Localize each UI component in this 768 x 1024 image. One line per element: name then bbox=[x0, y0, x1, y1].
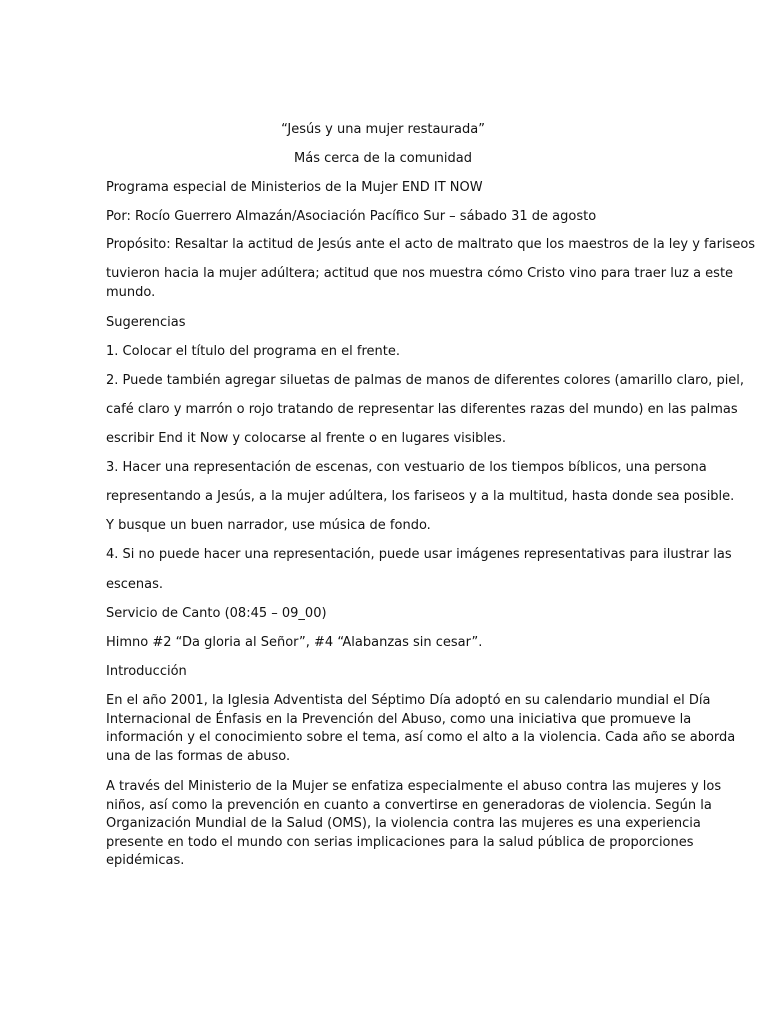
purpose-line-1: Propósito: Resaltar la actitud de Jesús ante el acto de maltrato que los maestros de la ley y fariseos bbox=[106, 237, 756, 252]
program-line: Programa especial de Ministerios de la Mujer END IT NOW bbox=[106, 180, 483, 195]
suggestion-item-4-line-2: escenas. bbox=[106, 577, 164, 592]
suggestion-item-1: 1. Colocar el título del programa en el frente. bbox=[106, 344, 401, 359]
purpose-paragraph-cont bbox=[106, 265, 734, 302]
intro-p2-line-4: presente en todo el mundo con serias implicaciones para la salud pública de proporciones bbox=[106, 834, 694, 850]
purpose-line-2: tuvieron hacia la mujer adúltera; actitud que nos muestra cómo Cristo vino para traer luz a este bbox=[106, 266, 734, 281]
suggestion-item-3-line-1: 3. Hacer una representación de escenas, con vestuario de los tiempos bíblicos, una persona bbox=[106, 460, 707, 475]
intro-p2-line-5: epidémicas. bbox=[106, 853, 185, 869]
intro-p1-line-1: En el año 2001, la Iglesia Adventista del Séptimo Día adoptó en su calendario mundial el Día bbox=[106, 693, 711, 708]
song-service-line: Servicio de Canto (08:45 – 09_00) bbox=[106, 606, 327, 621]
intro-p1-line-2: Internacional de Énfasis en la Prevención del Abuso, como una iniciativa que promueve la bbox=[106, 711, 692, 727]
hymns-line: Himno #2 “Da gloria al Señor”, #4 “Alabanzas sin cesar”. bbox=[106, 635, 483, 650]
document-title: “Jesús y una mujer restaurada” bbox=[281, 122, 485, 137]
suggestion-item-3-line-3: Y busque un buen narrador, use música de fondo. bbox=[106, 518, 431, 533]
introduction-heading: Introducción bbox=[106, 664, 187, 679]
document-subtitle: Más cerca de la comunidad bbox=[294, 151, 472, 166]
intro-p1-line-4: una de las formas de abuso. bbox=[106, 748, 291, 764]
suggestion-item-2-line-2: café claro y marrón o rojo tratando de representar las diferentes razas del mundo) en las palmas bbox=[106, 402, 738, 417]
author-line: Por: Rocío Guerrero Almazán/Asociación Pacífico Sur – sábado 31 de agosto bbox=[106, 209, 597, 224]
intro-p2-line-3: Organización Mundial de la Salud (OMS), la violencia contra las mujeres es una experiencia bbox=[106, 816, 701, 832]
suggestion-item-2-line-3: escribir End it Now y colocarse al frente o en lugares visibles. bbox=[106, 431, 506, 446]
suggestions-heading: Sugerencias bbox=[106, 315, 186, 330]
intro-p2-line-2: niños, así como la prevención en cuanto a convertirse en generadoras de violencia. Según la bbox=[106, 797, 712, 813]
intro-paragraph-1 bbox=[106, 692, 736, 766]
intro-p2-line-1: A través del Ministerio de la Mujer se enfatiza especialmente el abuso contra las mujeres y los bbox=[106, 779, 722, 794]
intro-p1-line-3: información y el conocimiento sobre el tema, así como el alto a la violencia. Cada año se aborda bbox=[106, 730, 736, 746]
suggestion-item-2-line-1: 2. Puede también agregar siluetas de palmas de manos de diferentes colores (amarillo claro, piel, bbox=[106, 373, 745, 388]
suggestion-item-3-line-2: representando a Jesús, a la mujer adúltera, los fariseos y a la multitud, hasta donde sea posible. bbox=[106, 489, 735, 504]
intro-paragraph-2 bbox=[106, 778, 722, 871]
purpose-paragraph bbox=[106, 236, 756, 255]
suggestion-item-4-line-1: 4. Si no puede hacer una representación, puede usar imágenes representativas para ilustrar las bbox=[106, 547, 732, 562]
purpose-line-3: mundo. bbox=[106, 284, 156, 300]
